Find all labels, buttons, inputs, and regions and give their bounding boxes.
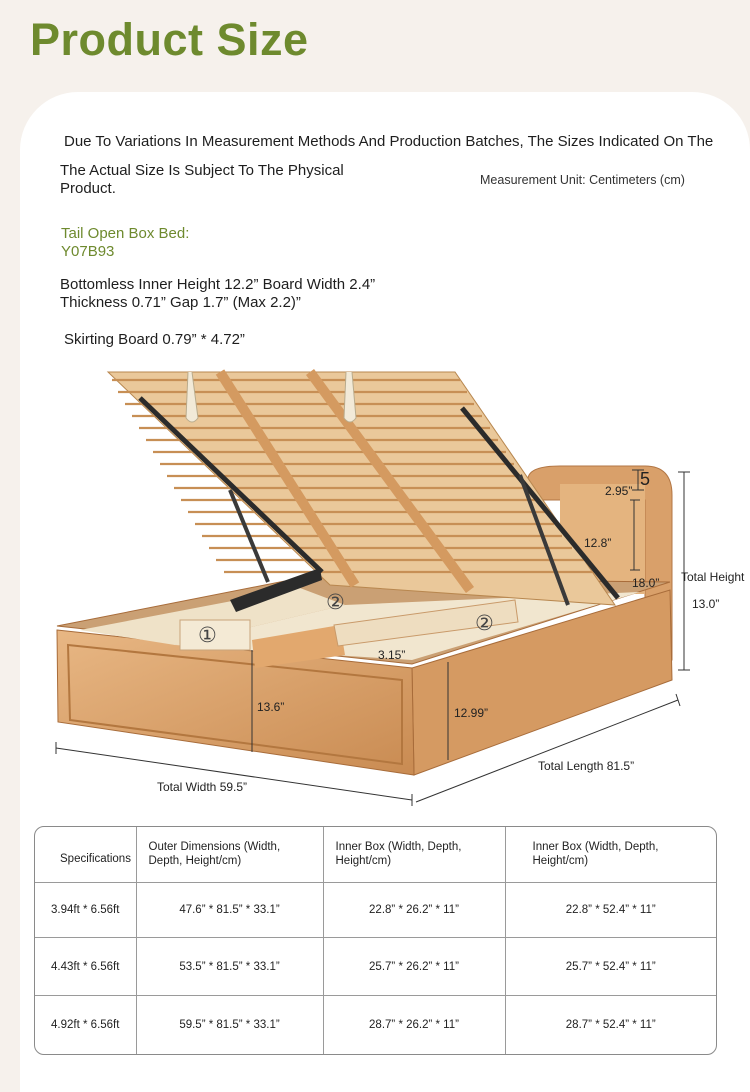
box-label-2b: ② [475,611,494,635]
model-info [61,225,189,261]
table-cell: 3.94ft * 6.56ft [35,882,136,937]
table-row [35,882,716,937]
disclaimer-line-1: Due To Variations In Measurement Methods And Production Batches, The Sizes Indicated On The [64,133,714,150]
table-cell: 59.5” * 81.5” * 33.1” [136,995,323,1054]
box-label-2a: ② [326,590,345,614]
table-cell: 22.8” * 52.4” * 11” [505,882,716,937]
col-header: Specifications [35,827,136,882]
page-title: Product Size [30,14,309,65]
col-header: Inner Box (Width, Depth, Height/cm) [323,827,505,882]
table-cell: 28.7” * 52.4” * 11” [505,995,716,1054]
label-total-width: Total Width 59.5” [157,780,248,794]
skirting-spec: Skirting Board 0.79” * 4.72” [64,331,245,348]
label-total-height-value: 13.0” [692,597,720,611]
table-header-row [35,827,716,882]
bed-diagram [0,345,750,815]
measurement-unit: Measurement Unit: Centimeters (cm) [480,173,685,187]
table-cell: 22.8” * 26.2” * 11” [323,882,505,937]
table-cell: 25.7” * 52.4” * 11” [505,938,716,996]
model-label: Tail Open Box Bed: [61,225,190,242]
label-left-height: 13.6” [257,700,285,714]
table-row [35,938,716,996]
label-bed-height: 18.0” [632,576,660,590]
label-total-length: Total Length 81.5” [538,759,635,773]
label-headboard-height: 12.8” [584,536,612,550]
table-cell: 53.5” * 81.5” * 33.1” [136,938,323,996]
model-code: Y07B93 [61,243,115,260]
label-top-dim: 2.95” [605,484,633,498]
inner-height-spec: Bottomless Inner Height 12.2” Board Width 2.4” Thickness 0.71” Gap 1.7” (Max 2.2)” [60,276,376,311]
disclaimer-line-2: The Actual Size Is Subject To The Physical Product. [60,162,344,197]
table-row [35,995,716,1054]
label-headboard-small: 5 [640,469,651,489]
table-cell: 25.7” * 26.2” * 11” [323,938,505,996]
table-cell: 47.6” * 81.5” * 33.1” [136,882,323,937]
box-label-1: ① [198,623,217,647]
label-total-height: Total Height [681,570,745,584]
col-header: Outer Dimensions (Width, Depth, Height/cm) [136,827,323,882]
label-front-height: 12.99” [454,706,489,720]
table-cell: 4.43ft * 6.56ft [35,938,136,996]
table-cell: 4.92ft * 6.56ft [35,995,136,1054]
col-header: Inner Box (Width, Depth, Height/cm) [505,827,716,882]
table-cell: 28.7” * 26.2” * 11” [323,995,505,1054]
spec-table [34,826,717,1055]
label-divider: 3.15” [378,648,406,662]
